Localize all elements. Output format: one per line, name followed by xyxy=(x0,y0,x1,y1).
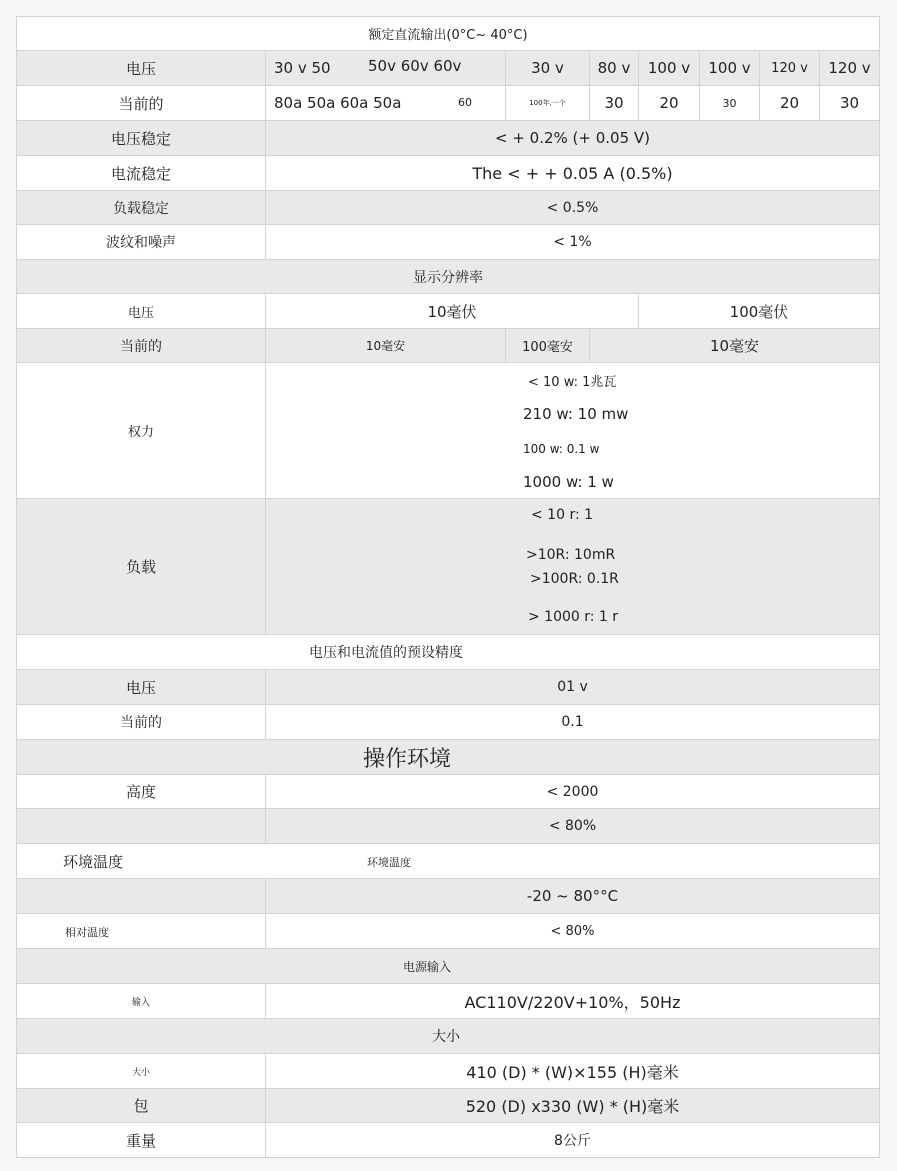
rated-voltage-label: 电压 xyxy=(125,59,156,78)
resolution-title: 显示分辨率 xyxy=(413,269,483,286)
weight-row xyxy=(17,1123,879,1157)
rated-output-title-row xyxy=(17,17,879,51)
size-value: 410 (D) * (W)×155 (H)毫米 xyxy=(265,1054,879,1088)
resolution-current-label: 当前的 xyxy=(120,338,162,355)
resolution-current-value: 10毫安 xyxy=(265,329,505,362)
preset-current-row xyxy=(17,705,879,740)
size-label: 大小 xyxy=(131,1067,150,1078)
rated-current-row xyxy=(17,86,879,121)
resolution-load-row xyxy=(17,499,879,635)
size-row xyxy=(17,1054,879,1089)
size-title-row xyxy=(17,1019,879,1054)
power-input-title: 电源输入 xyxy=(402,959,451,974)
rated-voltage-value: 50v 60v 60v xyxy=(368,57,462,75)
environment-title-row xyxy=(17,740,879,775)
rated-current-label: 当前的 xyxy=(118,94,164,113)
resolution-current-row xyxy=(17,329,879,363)
temperature-range-row xyxy=(17,879,879,914)
environment-blank-row xyxy=(17,809,879,844)
temperature-range-value: -20 ~ 80°°C xyxy=(265,879,879,913)
preset-voltage-value: 01 v xyxy=(265,670,879,704)
ambient-temperature-sublabel: 环境温度 xyxy=(367,856,411,869)
resolution-power-value: < 10 w: 1兆瓦 xyxy=(528,375,617,390)
preset-current-label: 当前的 xyxy=(120,715,162,731)
rated-current-value: 80a 50a 60a 50a xyxy=(274,94,402,112)
rated-voltage-group xyxy=(265,51,505,85)
rated-current-group xyxy=(265,86,505,120)
resolution-voltage-value: 10毫伏 xyxy=(265,294,638,328)
resolution-load-value: >10R: 10mR xyxy=(526,547,616,563)
size-title: 大小 xyxy=(432,1029,460,1045)
ripple-noise-label: 波纹和噪声 xyxy=(106,235,176,251)
resolution-voltage-value: 100毫伏 xyxy=(638,294,879,328)
preset-current-value: 0.1 xyxy=(265,705,879,739)
altitude-label: 高度 xyxy=(125,783,156,801)
preset-accuracy-title-row xyxy=(17,635,879,670)
resolution-power-value: 100 w: 0.1 w xyxy=(523,442,600,456)
package-label: 包 xyxy=(133,1097,149,1115)
power-input-value: AC110V/220V+10%，50Hz xyxy=(265,984,879,1018)
weight-label: 重量 xyxy=(125,1131,156,1150)
resolution-power-value: 210 w: 10 mw xyxy=(523,405,629,423)
resolution-title-row xyxy=(17,260,879,294)
resolution-power-row xyxy=(17,363,879,499)
package-value: 520 (D) x330 (W) * (H)毫米 xyxy=(265,1089,879,1122)
resolution-power-values xyxy=(265,363,880,498)
power-input-row xyxy=(17,984,879,1019)
rated-current-value: 100年,一个 xyxy=(505,86,589,120)
temperature-range-label xyxy=(17,879,265,913)
rated-output-title: 额定直流输出(0°C~ 40°C) xyxy=(368,28,528,43)
power-input-label: 输入 xyxy=(131,997,150,1008)
resolution-load-value: < 10 r: 1 xyxy=(531,507,594,523)
power-input-title-row xyxy=(17,949,879,984)
preset-voltage-label: 电压 xyxy=(125,678,156,697)
load-stability-value: < 0.5% xyxy=(265,191,879,224)
load-stability-row xyxy=(17,191,879,225)
resolution-load-value: >100R: 0.1R xyxy=(530,571,619,587)
resolution-load-label: 负载 xyxy=(125,558,156,576)
rated-voltage-row xyxy=(17,51,879,86)
rated-voltage-value: 100 v xyxy=(699,51,759,85)
rated-current-value: 60 xyxy=(458,96,472,109)
rated-voltage-value: 30 v 50 xyxy=(274,59,331,77)
rated-current-value: 20 xyxy=(638,86,699,120)
resolution-load-values xyxy=(265,499,880,634)
preset-accuracy-title: 电压和电流值的预设精度 xyxy=(309,645,463,661)
package-row xyxy=(17,1089,879,1123)
spec-table xyxy=(16,16,880,1158)
altitude-value: < 2000 xyxy=(265,775,879,808)
ambient-temperature-row xyxy=(17,844,879,879)
current-stability-value: The < + + 0.05 A (0.5%) xyxy=(265,156,879,190)
rated-current-value: 30 xyxy=(699,86,759,120)
current-stability-row xyxy=(17,156,879,191)
ripple-noise-value: < 1% xyxy=(265,225,879,259)
resolution-power-label: 权力 xyxy=(127,425,154,440)
load-stability-label: 负载稳定 xyxy=(113,200,169,217)
rated-current-value: 20 xyxy=(759,86,819,120)
resolution-voltage-label: 电压 xyxy=(127,305,154,321)
altitude-row xyxy=(17,775,879,809)
resolution-current-value: 10毫安 xyxy=(589,329,879,362)
resolution-load-value: > 1000 r: 1 r xyxy=(528,609,619,625)
voltage-stability-label: 电压稳定 xyxy=(110,129,171,148)
rated-current-value: 30 xyxy=(589,86,638,120)
weight-value: 8公斤 xyxy=(265,1123,879,1157)
environment-blank-value: < 80% xyxy=(265,809,879,843)
voltage-stability-value: < + 0.2% (+ 0.05 V) xyxy=(265,121,879,155)
relative-humidity-row xyxy=(17,914,879,949)
resolution-power-value: 1000 w: 1 w xyxy=(523,473,614,491)
environment-blank-label xyxy=(17,809,265,843)
preset-voltage-row xyxy=(17,670,879,705)
rated-voltage-value: 120 v xyxy=(759,51,819,85)
current-stability-label: 电流稳定 xyxy=(110,164,171,183)
relative-humidity-value: < 80% xyxy=(265,914,879,948)
rated-voltage-value: 30 v xyxy=(505,51,589,85)
rated-voltage-value: 80 v xyxy=(589,51,638,85)
resolution-current-value: 100毫安 xyxy=(505,329,589,362)
ambient-temperature-label: 环境温度 xyxy=(63,853,124,871)
rated-voltage-value: 120 v xyxy=(819,51,879,85)
rated-current-value: 30 xyxy=(819,86,879,120)
resolution-voltage-row xyxy=(17,294,879,329)
environment-title: 操作环境 xyxy=(362,746,451,772)
rated-voltage-value: 100 v xyxy=(638,51,699,85)
ripple-noise-row xyxy=(17,225,879,260)
voltage-stability-row xyxy=(17,121,879,156)
relative-humidity-label: 相对温度 xyxy=(65,926,109,939)
